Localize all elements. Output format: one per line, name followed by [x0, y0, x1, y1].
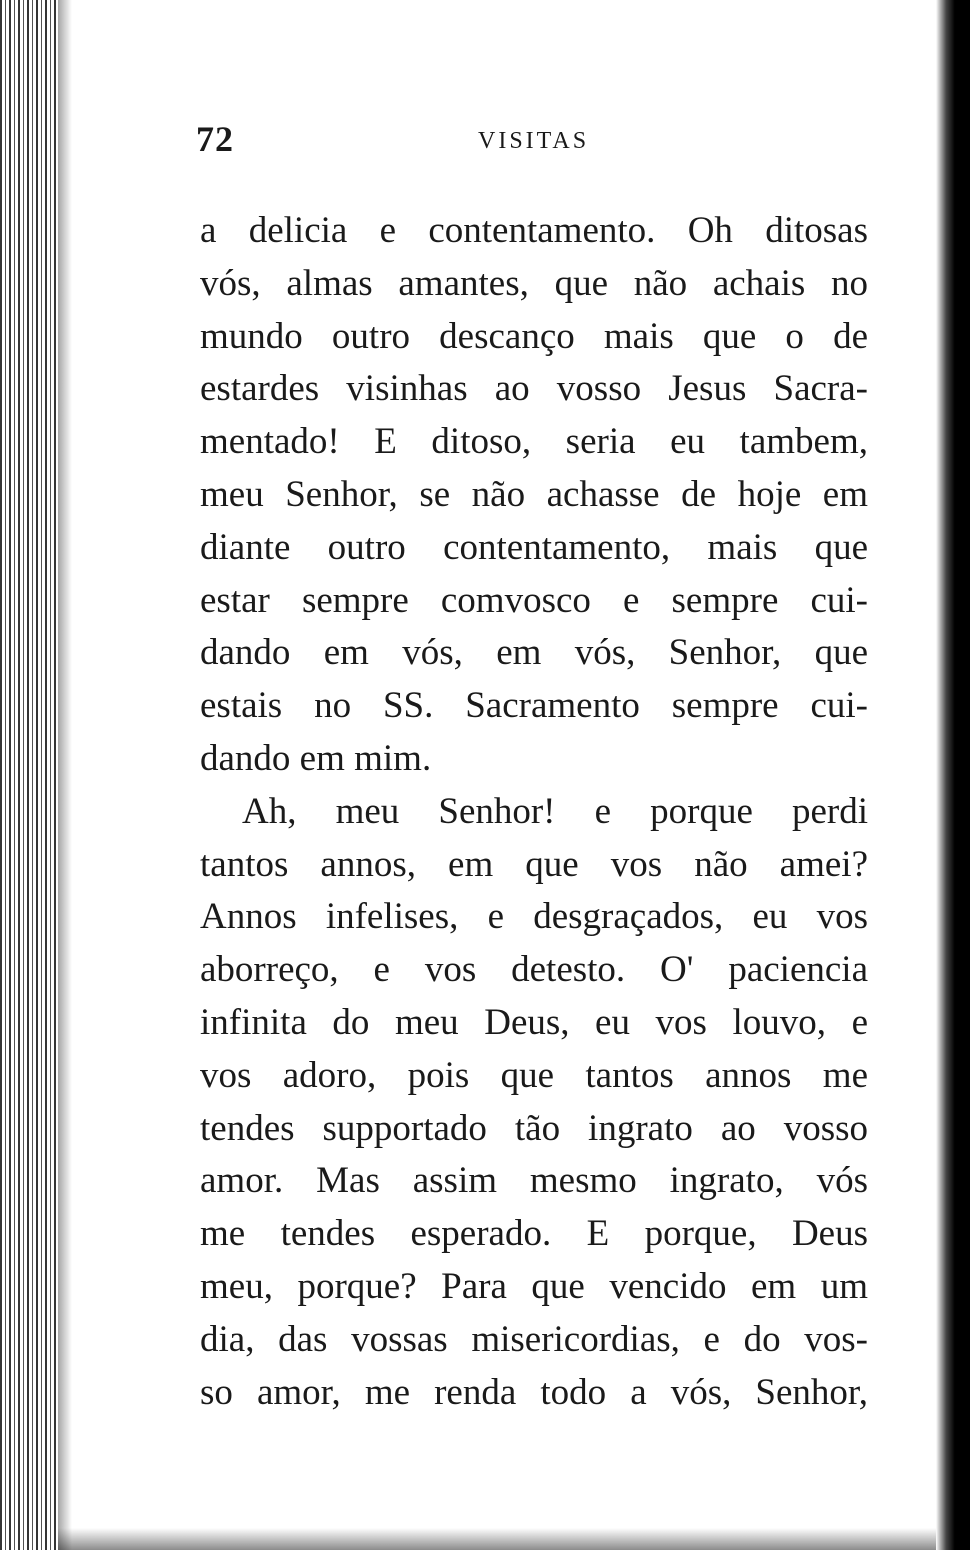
text-line: Annos infelises, e desgraçados, eu vos	[200, 896, 868, 938]
body-text	[200, 205, 868, 1419]
scan-left-shadow	[58, 0, 72, 1550]
scan-bottom-edge	[58, 1528, 936, 1550]
page-number: 72	[196, 119, 234, 159]
text-line: meu Senhor, se não achasse de hoje em	[200, 473, 868, 515]
text-line: vós, almas amantes, que não achais no	[200, 262, 868, 304]
text-line: diante outro contentamento, mais que	[200, 526, 868, 568]
text-line: meu, porque? Para que vencido em um	[200, 1265, 868, 1307]
scan-right-edge	[936, 0, 970, 1550]
text-line: aborreço, e vos detesto. O' paciencia	[200, 949, 868, 991]
scan-left-edge	[0, 0, 58, 1550]
text-line: estardes visinhas ao vosso Jesus Sacra-	[200, 368, 868, 410]
running-head: VISITAS	[478, 128, 590, 154]
text-line: estar sempre comvosco e sempre cui-	[200, 579, 868, 621]
text-line: estais no SS. Sacramento sempre cui-	[200, 685, 868, 727]
page-header	[196, 118, 866, 162]
text-line: vos adoro, pois que tantos annos me	[200, 1054, 868, 1096]
paragraph-end-line: dando em mim.	[200, 737, 432, 779]
text-line: tantos annos, em que vos não amei?	[200, 843, 868, 885]
paragraph-start-line: Ah, meu Senhor! e porque perdi	[242, 790, 868, 832]
text-line: mentado! E ditoso, seria eu tambem,	[200, 421, 868, 463]
text-line: me tendes esperado. E porque, Deus	[200, 1213, 868, 1255]
text-line: dia, das vossas misericordias, e do vos-	[200, 1318, 868, 1360]
text-line: mundo outro descanço mais que o de	[200, 315, 868, 357]
text-line: a delicia e contentamento. Oh ditosas	[200, 210, 868, 251]
text-line: infinita do meu Deus, eu vos louvo, e	[200, 1001, 868, 1043]
text-line: so amor, me renda todo a vós, Senhor,	[200, 1371, 868, 1413]
text-line: tendes supportado tão ingrato ao vosso	[200, 1107, 868, 1149]
text-line: dando em vós, em vós, Senhor, que	[200, 632, 868, 674]
text-line: amor. Mas assim mesmo ingrato, vós	[200, 1160, 868, 1202]
